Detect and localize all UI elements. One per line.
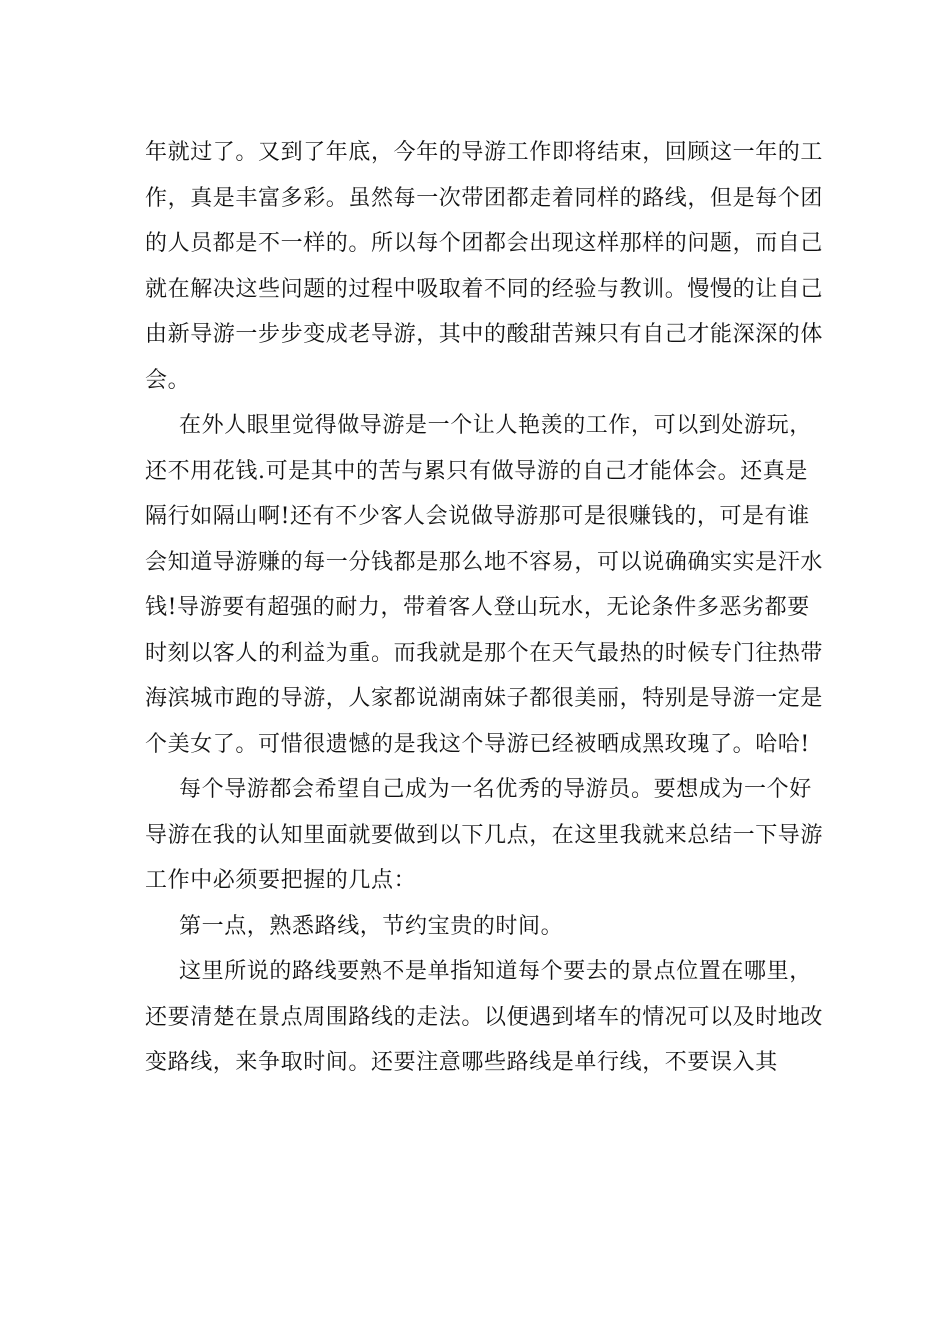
paragraph-2: 在外人眼里觉得做导游是一个让人艳羡的工作，可以到处游玩，还不用花钱.可是其中的苦与累只有做导游的自己才能体会。还真是隔行如隔山啊!还有不少客人会说做导游那可是很赚钱的，可是有谁会知道导游赚的每一分钱都是那么地不容易，可以说确确实实是汗水钱!导游要有超强的耐力，带着客人登山玩水，无论条件多恶劣都要时刻以客人的利益为重。而我就是那个在天气最热的时候专门往热带海滨城市跑的导游，人家都说湖南妹子都很美丽，特别是导游一定是个美女了。可惜很遗憾的是我这个导游已经被晒成黑玫瑰了。哈哈! — [145, 413, 824, 757]
paragraph-4: 第一点，熟悉路线，节约宝贵的时间。 — [179, 913, 564, 939]
paragraph-3: 每个导游都会希望自己成为一名优秀的导游员。要想成为一个好导游在我的认知里面就要做到以下几点，在这里我就来总结一下导游工作中必须要把握的几点： — [145, 777, 824, 893]
paragraph-1: 年就过了。又到了年底，今年的导游工作即将结束，回顾这一年的工作，真是丰富多彩。虽然每一次带团都走着同样的路线，但是每个团的人员都是不一样的。所以每个团都会出现这样那样的问题，而自己就在解决这些问题的过程中吸取着不同的经验与教训。慢慢的让自己由新导游一步步变成老导游，其中的酸甜苦辣只有自己才能深深的体会。 — [145, 140, 824, 393]
paragraph-5: 这里所说的路线要熟不是单指知道每个要去的景点位置在哪里，还要清楚在景点周围路线的走法。以便遇到堵车的情况可以及时地改变路线，来争取时间。还要注意哪些路线是单行线，不要误入其 — [145, 959, 824, 1075]
document-body — [145, 130, 825, 1086]
